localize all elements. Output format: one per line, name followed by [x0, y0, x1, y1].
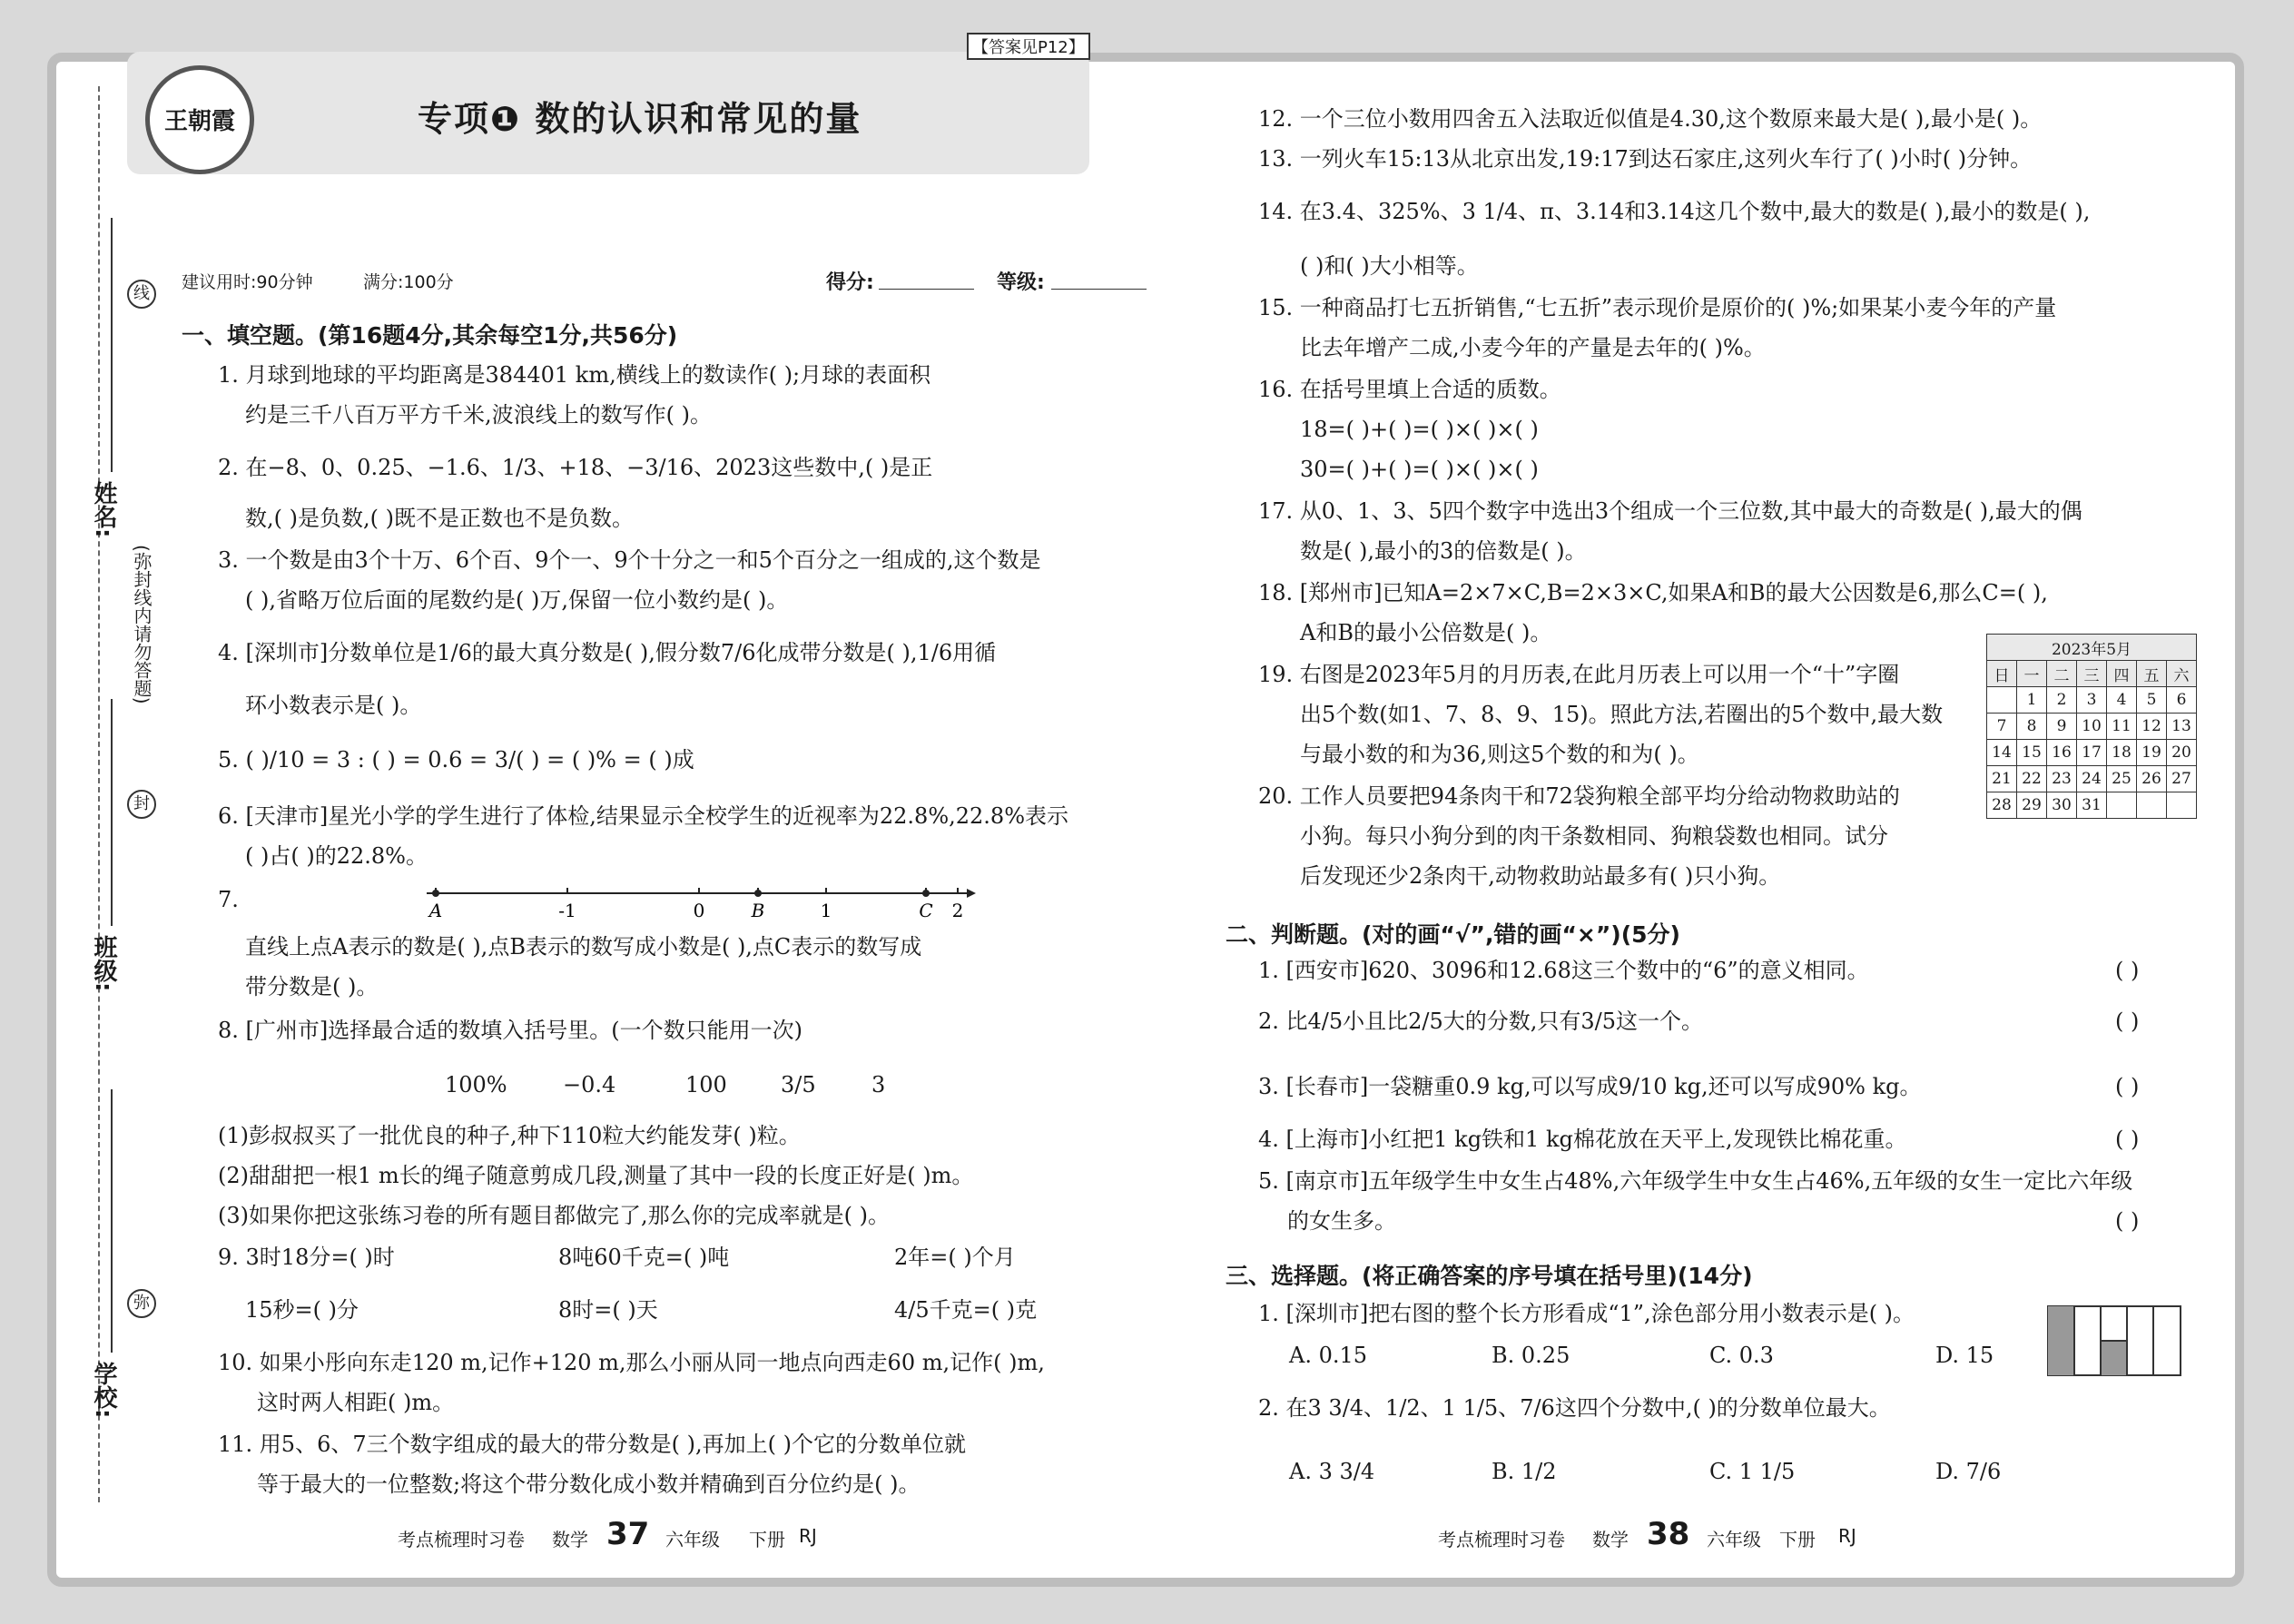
calendar-day [1987, 687, 2017, 714]
judge-1: 1. [西安市]620、3096和12.68这三个数中的“6”的意义相同。 [1258, 958, 1869, 983]
q18-line2: A和B的最小公倍数是( )。 [1300, 620, 1552, 645]
choice-1-option-c[interactable]: C. 0.3 [1709, 1343, 1774, 1368]
calendar-day: 30 [2047, 792, 2077, 819]
grade-label: 等级: [997, 271, 1045, 294]
calendar-day: 16 [2047, 740, 2077, 766]
section-1-heading: 一、填空题。(第16题4分,其余每空1分,共56分) [182, 322, 678, 349]
calendar-day: 12 [2137, 714, 2167, 740]
calendar-day: 14 [1987, 740, 2017, 766]
footer-right-volume: 下册 [1779, 1529, 1816, 1550]
q16-stem: 16. 在括号里填上合适的质数。 [1258, 377, 1561, 402]
q14-line2: ( )和( )大小相等。 [1300, 253, 1479, 279]
q8-option-5: 3 [871, 1072, 886, 1097]
choice-2-option-a[interactable]: A. 3 3/4 [1289, 1459, 1375, 1484]
judge-5-line2: 的女生多。 [1287, 1208, 1396, 1234]
q7-line2: 直线上点A表示的数是( ),点B表示的数写成小数是( ),点C表示的数写成 [245, 934, 922, 960]
shaded-strip [2048, 1306, 2074, 1375]
calendar-day: 8 [2017, 714, 2047, 740]
calendar-weekday: 日 [1987, 661, 2017, 687]
number-line-arrow [967, 889, 976, 898]
score-label: 得分: [826, 271, 874, 294]
binding-mark-close: 弥 [127, 1289, 156, 1318]
q11-line2: 等于最大的一位整数;将这个带分数化成小数并精确到百分位约是( )。 [257, 1471, 921, 1497]
q1-line2: 约是三千八百万平方千米,波浪线上的数写作( )。 [245, 402, 712, 428]
q8-option-1: 100% [445, 1072, 507, 1097]
page-number-right: 38 [1647, 1516, 1690, 1552]
calendar-day: 2 [2047, 687, 2077, 714]
class-label: 班级: [90, 935, 117, 992]
q9-item-1: 9. 3时18分=( )时 [218, 1245, 395, 1270]
q8-option-2: −0.4 [563, 1072, 616, 1097]
q3-line1: 3. 一个数是由3个十万、6个百、9个一、9个十分之一和5个百分之一组成的,这个数是 [218, 547, 1041, 573]
q19-line3: 与最小数的和为36,则这5个数的和为( )。 [1300, 742, 1699, 767]
page-number-left: 37 [606, 1516, 650, 1552]
number-line-label: 1 [820, 900, 832, 921]
school-blank [111, 1089, 113, 1353]
calendar-day: 20 [2167, 740, 2197, 766]
q9-item-3: 2年=( )个月 [894, 1245, 1016, 1270]
q9-item-5: 8时=( )天 [558, 1297, 658, 1323]
choice-1-option-a[interactable]: A. 0.15 [1289, 1343, 1368, 1368]
rectangle-figure [2047, 1305, 2183, 1378]
calendar-day: 26 [2137, 766, 2167, 792]
calendar-day: 25 [2107, 766, 2137, 792]
q7-number: 7. [218, 887, 239, 912]
calendar-day [2137, 792, 2167, 819]
q14-line1: 14. 在3.4、325%、3 1/4、π、3.14和3.14这几个数中,最大的数是( ),最小的数是( ), [1258, 199, 2091, 224]
q10-line1: 10. 如果小彤向东走120 m,记作+120 m,那么小丽从同一地点向西走60 m,记作( )m, [218, 1350, 1045, 1375]
calendar-weekday: 三 [2077, 661, 2107, 687]
calendar-day: 11 [2107, 714, 2137, 740]
number-line-point [754, 890, 762, 897]
calendar-day: 4 [2107, 687, 2137, 714]
calendar-weekday: 六 [2167, 661, 2197, 687]
section-2-heading: 二、判断题。(对的画“√”,错的画“×”)(5分) [1226, 921, 1680, 948]
binding-notice: (弥封线内请勿答题) [131, 545, 153, 704]
q5: 5. ( )/10 = 3 : ( ) = 0.6 = 3/( ) = ( )% = ( )成 [218, 747, 694, 773]
q12: 12. 一个三位小数用四舍五入法取近似值是4.30,这个数原来最大是( ),最小是( )。 [1258, 106, 2043, 132]
judge-3: 3. [长春市]一袋糖重0.9 kg,可以写成9/10 kg,还可以写成90% kg。 [1258, 1074, 1922, 1099]
calendar-day [2107, 792, 2137, 819]
q15-line2: 比去年增产二成,小麦今年的产量是去年的( )%。 [1300, 335, 1766, 360]
q10-line2: 这时两人相距( )m。 [257, 1390, 455, 1415]
calendar-day: 28 [1987, 792, 2017, 819]
judge-5-line1: 5. [南京市]五年级学生中女生占48%,六年级学生中女生占46%,五年级的女生一定比六年级 [1258, 1168, 2133, 1194]
calendar-weekday: 一 [2017, 661, 2047, 687]
choice-2: 2. 在3 3/4、1/2、1 1/5、7/6这四个分数中,( )的分数单位最大。 [1258, 1395, 1891, 1421]
q16-row2: 30=( )+( )=( )×( )×( ) [1300, 457, 1539, 482]
binding-mark-seal: 封 [127, 790, 156, 819]
page-title: 专项❶ 数的认识和常见的量 [418, 99, 862, 139]
calendar-day: 31 [2077, 792, 2107, 819]
school-label: 学校: [90, 1362, 117, 1419]
calendar-day: 13 [2167, 714, 2197, 740]
q6-line1: 6. [天津市]星光小学的学生进行了体检,结果显示全校学生的近视率为22.8%,22.8%表示 [218, 803, 1068, 829]
number-line-label: A [428, 900, 443, 921]
judge-5-paren[interactable]: ( ) [2115, 1208, 2140, 1234]
choice-2-option-d[interactable]: D. 7/6 [1935, 1459, 2002, 1484]
logo: 王朝霞 [145, 65, 254, 174]
choice-1-option-d[interactable]: D. 15 [1935, 1343, 1994, 1368]
footer-left-grade: 六年级 [665, 1529, 720, 1550]
q8-part1: (1)彭叔叔买了一批优良的种子,种下110粒大约能发芽( )粒。 [218, 1123, 801, 1148]
q8-stem: 8. [广州市]选择最合适的数填入括号里。(一个数只能用一次) [218, 1018, 802, 1043]
number-line-label: B [751, 900, 765, 921]
calendar-weekday: 二 [2047, 661, 2077, 687]
q20-line1: 20. 工作人员要把94条肉干和72袋狗粮全部平均分给动物救助站的 [1258, 783, 1900, 809]
judge-2-paren[interactable]: ( ) [2115, 1009, 2140, 1034]
section-3-heading: 三、选择题。(将正确答案的序号填在括号里)(14分) [1226, 1263, 1753, 1289]
q11-line1: 11. 用5、6、7三个数字组成的最大的带分数是( ),再加上( )个它的分数单位就 [218, 1432, 966, 1457]
q18-line1: 18. [郑州市]已知A=2×7×C,B=2×3×C,如果A和B的最大公因数是6,那么C=( ), [1258, 580, 2048, 605]
footer-right-edition: RJ [1838, 1525, 1856, 1547]
binding-mark-line: 线 [127, 280, 156, 309]
judge-2: 2. 比4/5小且比2/5大的分数,只有3/5这一个。 [1258, 1009, 1704, 1034]
footer-left-volume: 下册 [749, 1529, 785, 1550]
q19-line1: 19. 右图是2023年5月的月历表,在此月历表上可以用一个“十”字圈 [1258, 662, 1900, 687]
q16-row1: 18=( )+( )=( )×( )×( ) [1300, 417, 1539, 442]
q13: 13. 一列火车15:13从北京出发,19:17到达石家庄,这列火车行了( )小时( )分钟。 [1258, 146, 2033, 172]
number-line [418, 877, 980, 922]
calendar-day: 23 [2047, 766, 2077, 792]
number-line-label: C [919, 900, 933, 921]
calendar-day: 10 [2077, 714, 2107, 740]
footer-left-subject: 数学 [552, 1529, 588, 1550]
calendar-day: 21 [1987, 766, 2017, 792]
judge-1-paren[interactable]: ( ) [2115, 958, 2140, 983]
choice-2-option-b[interactable]: B. 1/2 [1492, 1459, 1557, 1484]
calendar-day: 29 [2017, 792, 2047, 819]
calendar-day: 1 [2017, 687, 2047, 714]
number-line-label: 0 [693, 900, 705, 921]
q19-line2: 出5个数(如1、7、8、9、15)。照此方法,若圈出的5个数中,最大数 [1300, 702, 1944, 727]
calendar-day: 5 [2137, 687, 2167, 714]
q8-part2: (2)甜甜把一根1 m长的绳子随意剪成几段,测量了其中一段的长度正好是( )m。 [218, 1163, 974, 1188]
q8-option-3: 100 [685, 1072, 727, 1097]
name-label: 姓名: [90, 481, 117, 538]
q9-item-2: 8吨60千克=( )吨 [558, 1245, 730, 1270]
choice-2-option-c[interactable]: C. 1 1/5 [1709, 1459, 1796, 1484]
judge-4-paren[interactable]: ( ) [2115, 1127, 2140, 1152]
calendar [1986, 634, 2197, 819]
q15-line1: 15. 一种商品打七五折销售,“七五折”表示现价是原价的( )%;如果某小麦今年的产量 [1258, 295, 2057, 320]
calendar-day: 15 [2017, 740, 2047, 766]
calendar-weekday: 四 [2107, 661, 2137, 687]
choice-1-option-b[interactable]: B. 0.25 [1492, 1343, 1570, 1368]
calendar-title: 2023年5月 [1987, 635, 2197, 661]
calendar-weekday: 五 [2137, 661, 2167, 687]
full-score: 满分:100分 [363, 272, 454, 292]
calendar-day: 18 [2107, 740, 2137, 766]
q7-line3: 带分数是( )。 [245, 974, 379, 999]
suggested-time: 建议用时:90分钟 [182, 272, 313, 292]
class-blank [111, 699, 113, 926]
footer-right-series: 考点梳理时习卷 [1438, 1529, 1565, 1550]
q2-line2: 数,( )是负数,( )既不是正数也不是负数。 [245, 506, 634, 531]
q8-option-4: 3/5 [781, 1072, 816, 1097]
binding-line [98, 86, 100, 1502]
footer-left-edition: RJ [799, 1525, 817, 1547]
q2-line1: 2. 在−8、0、0.25、−1.6、1/3、+18、−3/16、2023这些数中,( )是正 [218, 455, 933, 480]
calendar-day: 27 [2167, 766, 2197, 792]
footer-right-grade: 六年级 [1707, 1529, 1761, 1550]
q3-line2: ( ),省略万位后面的尾数约是( )万,保留一位小数约是( )。 [245, 587, 789, 613]
footer-left-series: 考点梳理时习卷 [398, 1529, 525, 1550]
q17-line2: 数是( ),最小的3的倍数是( )。 [1300, 538, 1587, 564]
calendar-day: 24 [2077, 766, 2107, 792]
number-line-point [432, 890, 439, 897]
q4-line2: 环小数表示是( )。 [245, 693, 422, 718]
number-line-point [922, 890, 930, 897]
q9-item-6: 4/5千克=( )克 [894, 1297, 1038, 1323]
answer-tag: 【答案见P12】 [967, 33, 1090, 60]
calendar-day: 19 [2137, 740, 2167, 766]
calendar-day: 6 [2167, 687, 2197, 714]
q9-item-4: 15秒=( )分 [245, 1297, 359, 1323]
choice-1: 1. [深圳市]把右图的整个长方形看成“1”,涂色部分用小数表示是( )。 [1258, 1301, 1915, 1326]
shaded-half-strip [2101, 1341, 2127, 1375]
q4-line1: 4. [深圳市]分数单位是1/6的最大真分数是( ),假分数7/6化成带分数是( ),1/6用循 [218, 640, 997, 665]
number-line-label: 2 [951, 900, 964, 921]
q20-line3: 后发现还少2条肉干,动物救助站最多有( )只小狗。 [1300, 863, 1781, 889]
calendar-day: 9 [2047, 714, 2077, 740]
calendar-day: 7 [1987, 714, 2017, 740]
q6-line2: ( )占( )的22.8%。 [245, 843, 428, 869]
number-line-label: -1 [558, 900, 576, 921]
q17-line1: 17. 从0、1、3、5四个数字中选出3个组成一个三位数,其中最大的奇数是( ),最大的偶 [1258, 498, 2082, 524]
calendar-day [2167, 792, 2197, 819]
q1-line1: 1. 月球到地球的平均距离是384401 km,横线上的数读作( );月球的表面积 [218, 362, 931, 388]
calendar-day: 3 [2077, 687, 2107, 714]
name-blank [111, 218, 113, 472]
q8-part3: (3)如果你把这张练习卷的所有题目都做完了,那么你的完成率就是( )。 [218, 1203, 890, 1228]
calendar-day: 22 [2017, 766, 2047, 792]
q20-line2: 小狗。每只小狗分到的肉干条数相同、狗粮袋数也相同。试分 [1300, 823, 1888, 849]
judge-4: 4. [上海市]小红把1 kg铁和1 kg棉花放在天平上,发现铁比棉花重。 [1258, 1127, 1907, 1152]
judge-3-paren[interactable]: ( ) [2115, 1074, 2140, 1099]
grade-blank[interactable] [1051, 289, 1147, 290]
footer-right-subject: 数学 [1592, 1529, 1629, 1550]
calendar-day: 17 [2077, 740, 2107, 766]
score-blank[interactable] [879, 289, 974, 290]
